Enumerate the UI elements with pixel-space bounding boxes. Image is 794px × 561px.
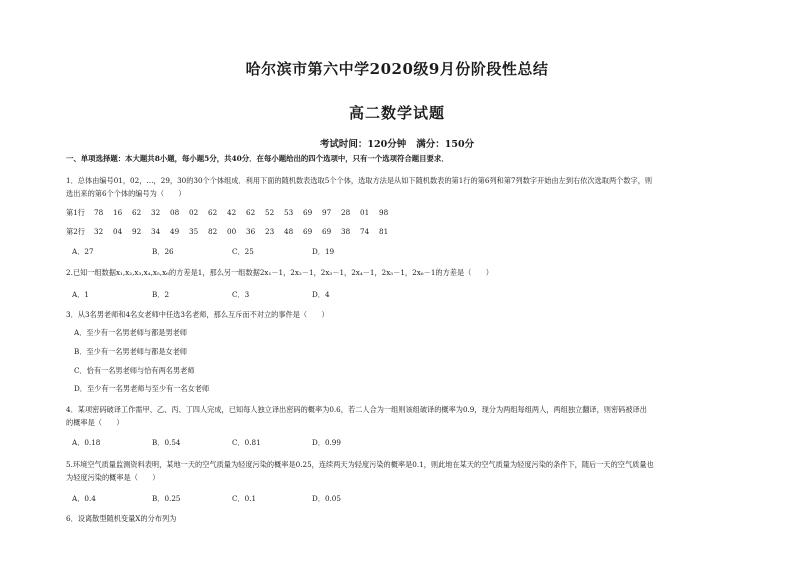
row1-cell: 08 — [170, 208, 180, 217]
row2-label: 第2行 — [66, 227, 85, 236]
row1-cell: 98 — [379, 208, 389, 217]
q3-option-d: D．至少有一名男老师与至少有一名女老师 — [74, 384, 210, 393]
row1-cell: 62 — [208, 208, 218, 217]
exam-subject-title: 高二数学试题 — [348, 104, 445, 122]
row2-cell: 32 — [94, 227, 104, 236]
row2-cell: 69 — [303, 227, 313, 236]
q1-option-b: B．26 — [152, 247, 174, 256]
row1-cell: 97 — [322, 208, 332, 217]
exam-time: 考试时间：120分钟 — [319, 139, 407, 150]
q3-option-c: C．恰有一名男老师与恰有两名男老师 — [74, 366, 195, 375]
row1-cell: 32 — [151, 208, 161, 217]
row2-cell: 04 — [113, 227, 123, 236]
row1-cell: 53 — [284, 208, 294, 217]
q3-option-a: A．至少有一名男老师与都是男老师 — [74, 328, 188, 337]
row1-cell: 62 — [132, 208, 142, 217]
row2-cell: 81 — [379, 227, 389, 236]
q5-option-a: A．0.4 — [72, 494, 96, 503]
exam-school-title: 哈尔滨市第六中学2020级9月份阶段性总结 — [245, 60, 549, 78]
q2-text: 2.已知一组数据x₁,x₂,x₃,x₄,x₅,x₆的方差是1，那么另一组数据2x₁－1，2x₂－1，2x₃－1，2x₄－1，2x₅－1，2x₆－1的方差是（ ） — [66, 268, 493, 277]
row1-cell: 62 — [246, 208, 256, 217]
row1-label: 第1行 — [66, 208, 85, 217]
row2-cell: 35 — [189, 227, 199, 236]
q2-options — [72, 290, 392, 300]
exam-score: 满分：150分 — [416, 139, 475, 150]
row1-cell: 52 — [265, 208, 275, 217]
q5-text-line1: 5.环境空气质量监测资料表明，某地一天的空气质量为轻度污染的概率是0.25，连续两天为轻度污染的概率是0.1，则此地在某天的空气质量为轻度污染的条件下，随后一天的空气质量也 — [66, 460, 654, 469]
q1-text-line1: 1．总体由编号01，02，…，29，30的30个个体组成．利用下面的随机数表选取5个个体，选取方法是从如下随机数表的第1行的第6列和第7列数字开始由左到右依次选取两个数字，则 — [66, 176, 653, 185]
q2-option-d: D．4 — [312, 290, 330, 299]
q5-text-line2: 为轻度污染的概率是（ ） — [66, 473, 160, 482]
q4-text-line2: 的概率是（ ） — [66, 418, 124, 427]
q1-option-c: C．25 — [232, 247, 254, 256]
random-table-row1 — [66, 208, 398, 218]
q4-options — [72, 438, 392, 448]
q4-option-a: A．0.18 — [72, 438, 101, 447]
row2-cell: 36 — [246, 227, 256, 236]
q4-text-line1: 4．某项密码破译工作需甲、乙、丙、丁四人完成，已知每人独立译出密码的概率为0.6，若二人合为一组则该组破译的概率为0.9，现分为两组每组两人，两组独立翻译，则密码被译出 — [66, 405, 647, 414]
q1-option-a: A．27 — [72, 247, 94, 256]
row2-cell: 82 — [208, 227, 218, 236]
row1-cell: 69 — [303, 208, 313, 217]
row2-cell: 34 — [151, 227, 161, 236]
row1-cell: 02 — [189, 208, 199, 217]
q5-option-b: B．0.25 — [152, 494, 181, 503]
row2-cell: 49 — [170, 227, 180, 236]
row2-cell: 74 — [360, 227, 370, 236]
row1-cell: 42 — [227, 208, 237, 217]
row2-cell: 38 — [341, 227, 351, 236]
row1-cell: 78 — [94, 208, 104, 217]
row1-cell: 01 — [360, 208, 370, 217]
q1-options — [72, 247, 392, 257]
row2-cell: 92 — [132, 227, 142, 236]
q2-option-b: B．2 — [152, 290, 170, 299]
q3-option-b: B．至少有一名男老师与都是女老师 — [74, 347, 188, 356]
row2-cell: 69 — [322, 227, 332, 236]
row2-cell: 48 — [284, 227, 294, 236]
row1-cell: 28 — [341, 208, 351, 217]
q2-option-c: C．3 — [232, 290, 250, 299]
exam-info — [0, 136, 794, 150]
q5-option-d: D．0.05 — [312, 494, 341, 503]
q4-option-c: C．0.81 — [232, 438, 261, 447]
q4-option-b: B．0.54 — [152, 438, 181, 447]
q1-text-line2: 选出来的第6个个体的编号为（ ） — [66, 189, 186, 198]
section-heading: 一、单项选择题：本大题共8小题，每小题5分，共40分．在每小题给出的四个选项中，只有一个选项符合题目要求． — [66, 154, 449, 163]
q5-options — [72, 494, 392, 504]
row1-cell: 16 — [113, 208, 123, 217]
q2-option-a: A．1 — [72, 290, 89, 299]
random-table-row2 — [66, 227, 398, 237]
q4-option-d: D．0.99 — [312, 438, 341, 447]
q1-option-d: D．19 — [312, 247, 335, 256]
row2-cell: 23 — [265, 227, 275, 236]
q5-option-c: C．0.1 — [232, 494, 257, 503]
q6-text: 6．设离散型随机变量X的分布列为 — [66, 514, 177, 523]
row2-cell: 00 — [227, 227, 237, 236]
q3-text: 3．从3名男老师和4名女老师中任选3名老师，那么互斥而不对立的事件是（ ） — [66, 310, 329, 319]
